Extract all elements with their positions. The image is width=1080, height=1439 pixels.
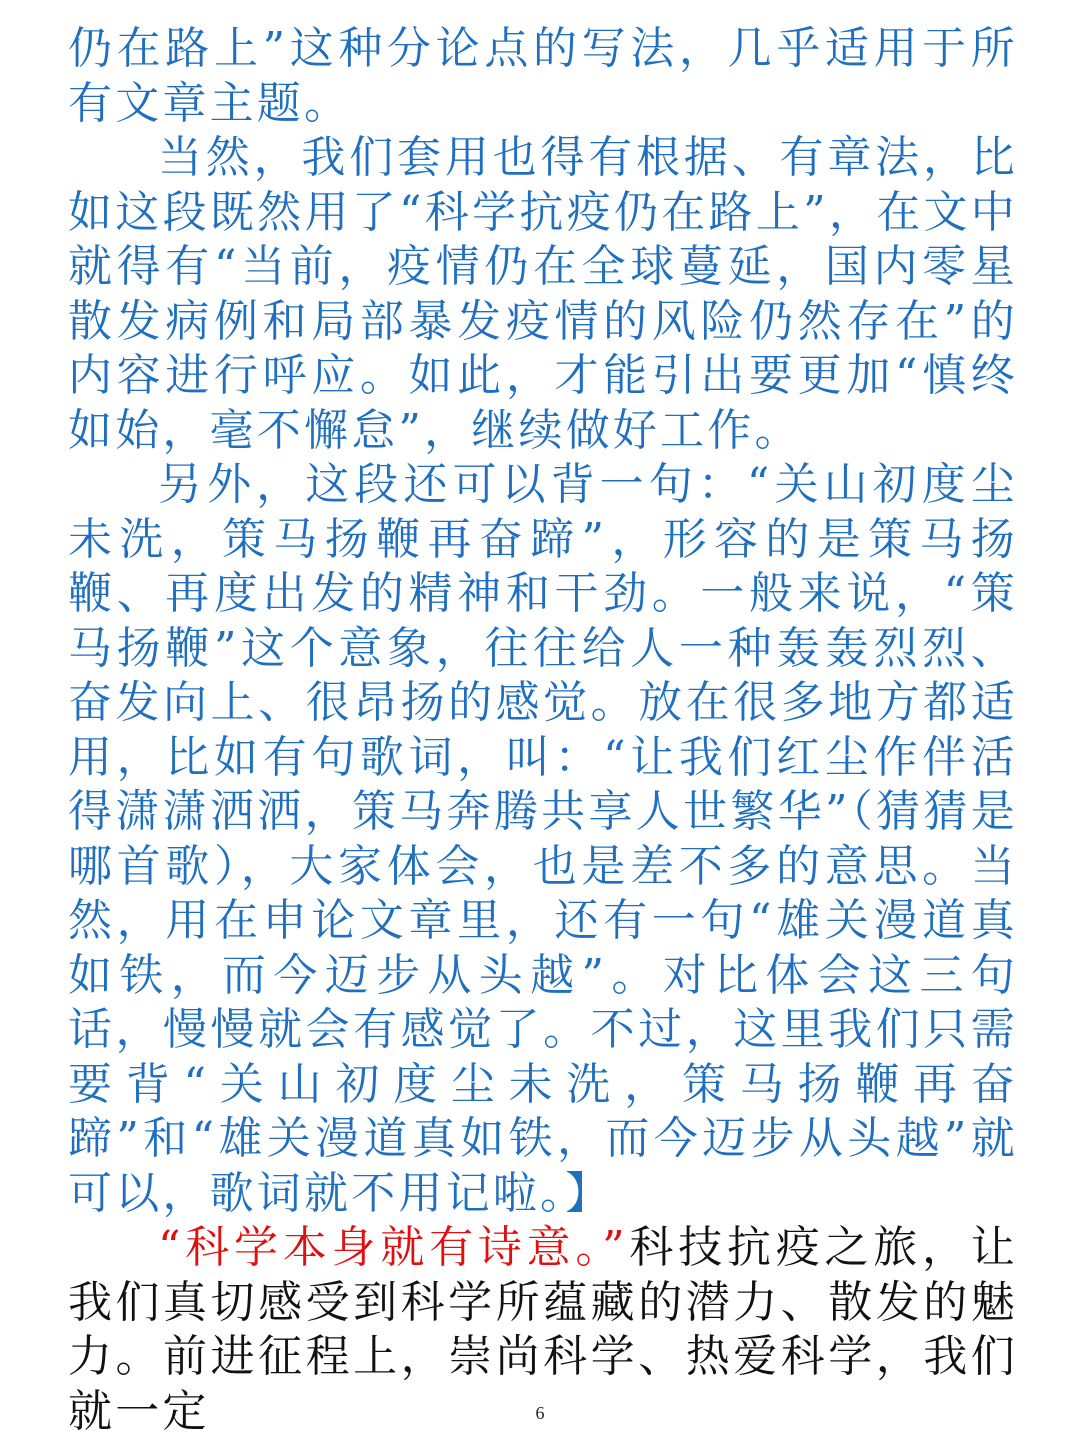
highlighted-quote: “科学本身就有诗意。”: [158, 1222, 628, 1273]
paragraph-3: 另外，这段还可以背一句：“关山初度尘未洗，策马扬鞭再奋蹄”，形容的是策马扬鞭、再度出发的精神和干劲。一般来说，“策马扬鞭”这个意象，往往给人一种轰轰烈烈、奋发向上、很昂扬的感觉。放在很多地方都适用，比如有句歌词，叫：“让我们红尘作伴活得潇潇洒洒，策马奔腾共享人世繁华”（猜猜是哪首歌），大家体会，也是差不多的意思。当然，用在申论文章里，还有一句“雄关漫道真如铁，而今迈步从头越”。对比体会这三句话，慢慢就会有感觉了。不过，这里我们只需要背“关山初度尘未洗，策马扬鞭再奋蹄”和“雄关漫道真如铁，而今迈步从头越”就可以，歌词就不用记啦。】: [68, 459, 1018, 1219]
paragraph-4-text: 科技抗疫之旅，让我们真切感受到科学所蕴藏的潜力、散发的魅力。前进征程上，崇尚科学、热爱科学，我们就一定: [68, 1222, 1018, 1437]
page-number: 6: [535, 1403, 545, 1423]
document-page: [68, 22, 1018, 1439]
paragraph-2: 当然，我们套用也得有根据、有章法，比如这段既然用了“科学抗疫仍在路上”，在文中就得有“当前，疫情仍在全球蔓延，国内零星散发病例和局部暴发疫情的风险仍然存在”的内容进行呼应。如此，才能引出要更加“慎终如始，毫不懈怠”，继续做好工作。: [68, 132, 1018, 456]
paragraph-1: 仍在路上”这种分论点的写法，几乎适用于所有文章主题。: [68, 23, 1018, 129]
